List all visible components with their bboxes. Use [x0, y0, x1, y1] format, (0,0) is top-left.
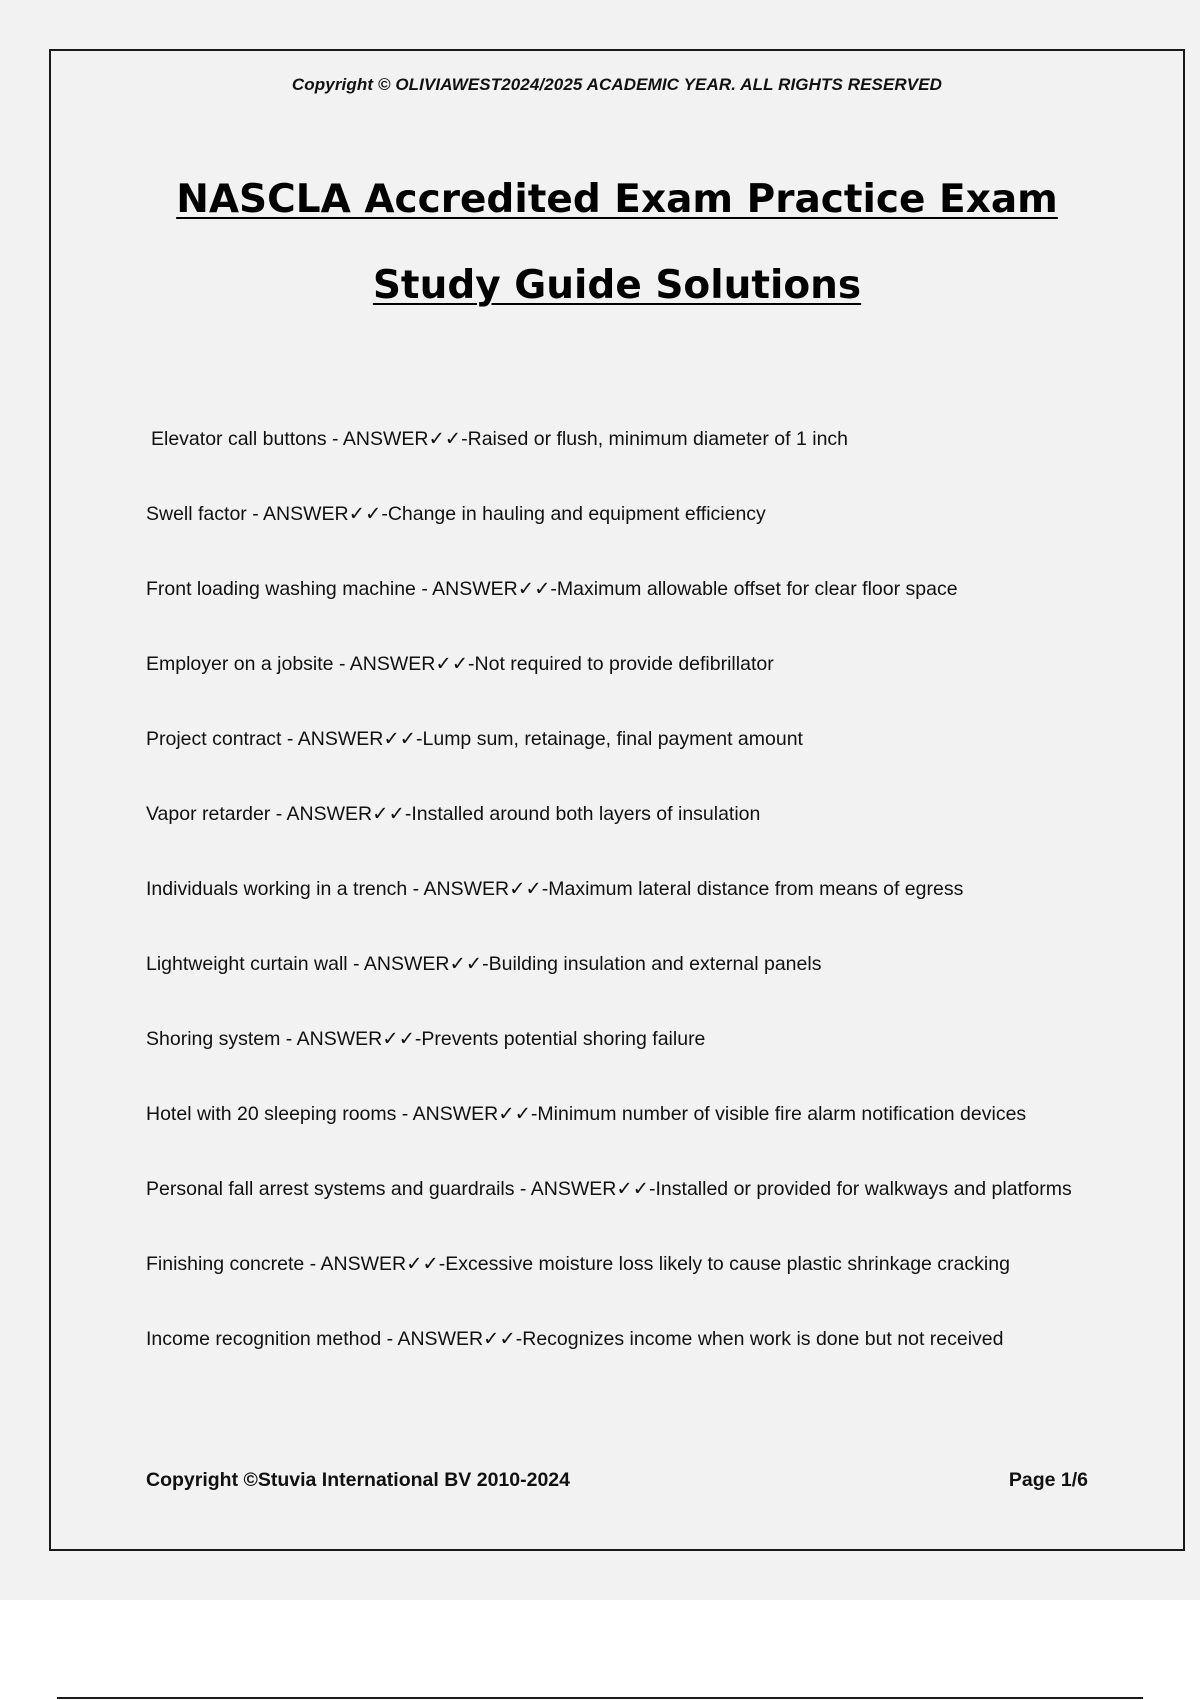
- qa-answer: Change in hauling and equipment efficiency: [387, 503, 766, 525]
- qa-term: Individuals working in a trench: [146, 878, 408, 900]
- answer-marker: - ANSWER✓✓-: [270, 803, 412, 825]
- qa-answer: Minimum number of visible fire alarm notification devices: [537, 1103, 1027, 1125]
- qa-term: Hotel with 20 sleeping rooms: [146, 1103, 397, 1125]
- qa-answer: Maximum allowable offset for clear floor space: [556, 578, 958, 600]
- qa-item: [146, 862, 1136, 916]
- answer-marker: - ANSWER✓✓-: [246, 503, 388, 525]
- next-page-top-rule: [57, 1697, 1143, 1699]
- qa-answer: Recognizes income when work is done but not received: [522, 1328, 1004, 1350]
- qa-item: [146, 1087, 1136, 1141]
- header-copyright: Copyright © OLIVIAWEST2024/2025 ACADEMIC YEAR. ALL RIGHTS RESERVED: [291, 75, 943, 94]
- qa-item: [146, 937, 1136, 991]
- answer-marker: - ANSWER✓✓-: [407, 878, 549, 900]
- qa-item: [146, 1312, 1136, 1366]
- answer-marker: - ANSWER✓✓-: [415, 578, 557, 600]
- qa-item: [146, 637, 1136, 691]
- qa-item: [146, 1012, 1136, 1066]
- answer-marker: - ANSWER✓✓-: [326, 428, 468, 450]
- answer-marker: - ANSWER✓✓-: [333, 653, 475, 675]
- qa-list: [146, 412, 1136, 1387]
- qa-term: Shoring system: [146, 1028, 281, 1050]
- qa-answer: Not required to provide defibrillator: [474, 653, 774, 675]
- qa-term: Income recognition method: [146, 1328, 382, 1350]
- answer-marker: - ANSWER✓✓-: [381, 1328, 523, 1350]
- qa-term: Vapor retarder: [146, 803, 271, 825]
- qa-term: Lightweight curtain wall: [146, 953, 348, 975]
- qa-term: Elevator call buttons: [151, 428, 327, 450]
- answer-marker: - ANSWER✓✓-: [514, 1178, 656, 1200]
- footer-copyright: Copyright ©Stuvia International BV 2010-2024: [146, 1469, 570, 1491]
- qa-answer: Installed around both layers of insulation: [411, 803, 761, 825]
- answer-marker: - ANSWER✓✓-: [347, 953, 489, 975]
- qa-answer: Raised or flush, minimum diameter of 1 inch: [467, 428, 849, 450]
- qa-item: [146, 562, 1136, 616]
- title-line-2-text: Study Guide Solutions: [372, 263, 862, 308]
- qa-item: [146, 1237, 1136, 1291]
- qa-answer: Installed or provided for walkways and platforms: [655, 1178, 1072, 1200]
- qa-item: [146, 487, 1136, 541]
- qa-term: Project contract: [146, 728, 282, 750]
- qa-item: [146, 1162, 1136, 1216]
- qa-answer: Prevents potential shoring failure: [421, 1028, 706, 1050]
- qa-term: Finishing concrete: [146, 1253, 305, 1275]
- page-number: Page 1/6: [1008, 1469, 1088, 1491]
- qa-answer: Lump sum, retainage, final payment amount: [422, 728, 803, 750]
- document-page: [49, 49, 1185, 1551]
- qa-answer: Excessive moisture loss likely to cause plastic shrinkage cracking: [445, 1253, 1010, 1275]
- answer-marker: - ANSWER✓✓-: [281, 728, 423, 750]
- title-line-1-text: NASCLA Accredited Exam Practice Exam: [176, 177, 1058, 222]
- answer-marker: - ANSWER✓✓-: [304, 1253, 446, 1275]
- qa-answer: Maximum lateral distance from means of egress: [548, 878, 964, 900]
- qa-term: Personal fall arrest systems and guardrails: [146, 1178, 515, 1200]
- qa-item: [146, 787, 1136, 841]
- document-title-line-1: [51, 177, 1183, 222]
- qa-answer: Building insulation and external panels: [488, 953, 822, 975]
- qa-term: Swell factor: [146, 503, 247, 525]
- qa-item: [146, 412, 1136, 466]
- qa-item: [146, 712, 1136, 766]
- answer-marker: - ANSWER✓✓-: [396, 1103, 538, 1125]
- document-title-line-2: [51, 263, 1183, 308]
- answer-marker: - ANSWER✓✓-: [280, 1028, 422, 1050]
- qa-term: Employer on a jobsite: [146, 653, 334, 675]
- qa-term: Front loading washing machine: [146, 578, 416, 600]
